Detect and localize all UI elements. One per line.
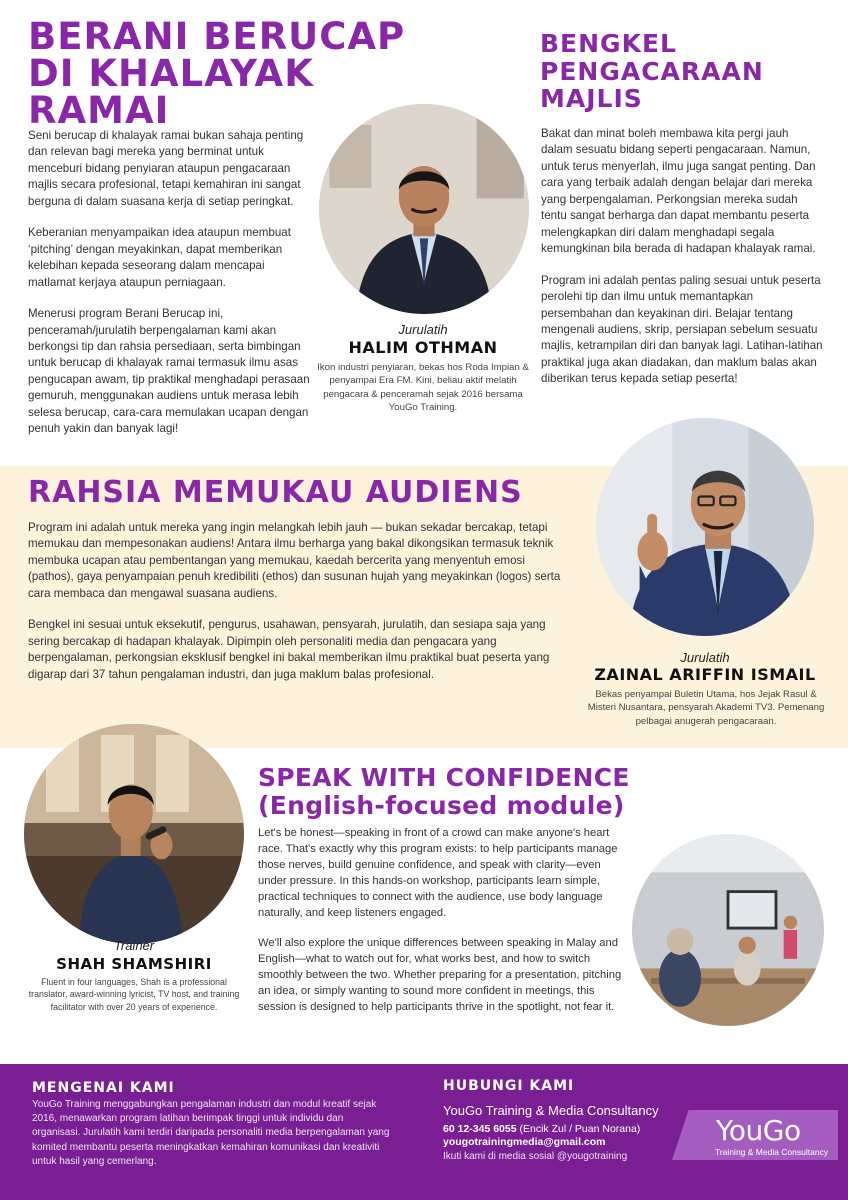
classroom-photo-image: [632, 834, 824, 1026]
section4-paragraph: We'll also explore the unique differences between speaking in Malay and English—what to watch out for, what works best, and how to switch smoothly between the two. Whether preparing for a presentation, pitching an idea, or simply wanting to sound more confident in meetings, this session is designed to help participants thrive in the spotlight, not fear it.: [258, 937, 622, 1014]
logo-subtitle: Training & Media Consultancy: [715, 1147, 829, 1157]
trainer1-role: Jurulatih: [398, 322, 448, 337]
section3-title: RAHSIA MEMUKAU AUDIENS: [28, 475, 523, 510]
section1-title-line: BERANI BERUCAP: [28, 15, 406, 58]
about-text: YouGo Training menggabungkan pengalaman industri dan modul kreatif sejak 2016, menawarkan program latihan berimpak tinggi untuk individu dan organisasi. Jurulatih kami terdiri daripada personaliti media berpengalaman yang komited membantu peserta meningkatkan kemahiran komunikasi dan kreativiti untuk hasil yang cemerlang.: [32, 1099, 390, 1167]
trainer3-name: SHAH SHAMSHIRI: [56, 955, 212, 973]
phone-line: [443, 1123, 640, 1135]
section2-body: [541, 126, 823, 388]
trainer1-photo: [319, 104, 529, 314]
section4-paragraph: Let's be honest—speaking in front of a crowd can make anyone's heart race. That's exactly why this program exists: to help participants manage those nerves, build genuine confidence, and speak with clarity—even under pressure. In this hands-on workshop, participants learn simple, practical techniques to connect with the audience, use body language naturally, and keep listeners engaged.: [258, 827, 618, 919]
section1-paragraph: Keberanian menyampaikan idea ataupun membuat ‘pitching’ dengan meyakinkan, dapat memberikan kelebihan kepada seseorang dalam mencapai matlamat kerjaya ataupun perniagaan.: [28, 226, 291, 289]
trainer3-photo: [24, 724, 244, 944]
email-link[interactable]: yougotrainingmedia@gmail.com: [443, 1136, 606, 1148]
section1-title: [28, 15, 406, 132]
section2-title-line: MAJLIS: [540, 84, 643, 113]
section4-title-line: SPEAK WITH CONFIDENCE: [258, 763, 630, 792]
section1-body: [28, 128, 312, 438]
section1-paragraph: Seni berucap di khalayak ramai bukan sahaja penting dan relevan bagi mereka yang berminat untuk menceburi bidang penyiaran ataupun pengacaraan majlis secara profesional, tetapi kemahiran ini sangat berguna di dalam suasana kerja di setiap peringkat.: [28, 129, 304, 208]
yougo-logo: YouGo: [716, 1114, 801, 1147]
trainer1-photo-image: [319, 104, 529, 314]
section2-paragraph: Program ini adalah pentas paling sesuai untuk peserta perolehi tip dan ilmu untuk memantapkan persembahan dan keyakinan diri. Belajar tentang mengenali audiens, skrip, persiapan sebelum sesuatu majlis, ketrampilan diri dan banyak lagi. Latihan-latihan praktikal juga akan diadakan, dan maklum balas akan diberikan terus kepada setiap peserta!: [541, 273, 823, 386]
phone-number[interactable]: 60 12-345 6055: [443, 1123, 517, 1135]
about-heading: MENGENAI KAMI: [32, 1080, 175, 1096]
trainer2-photo-image: [596, 418, 814, 636]
section1-title-line: DI KHALAYAK: [28, 52, 314, 95]
section2-title-line: PENGACARAAN: [540, 56, 764, 86]
section2-title-line: BENGKEL: [540, 29, 677, 58]
phone-note: (Encik Zul / Puan Norana): [516, 1123, 641, 1135]
trainer2-photo: [596, 418, 814, 636]
section4-title: [258, 764, 630, 820]
trainer3-photo-image: [24, 724, 244, 944]
section1-title-line: RAMAI: [28, 89, 170, 132]
section3-paragraph: Bengkel ini sesuai untuk eksekutif, pengurus, usahawan, pensyarah, jurulatih, dan sesiapa saja yang sering bercakap di hadapan khalayak. Dipimpin oleh personaliti media dan pengacara yang berpengalaman, perkongsian eksklusif bengkel ini bakal memberikan ilmu praktikal buat peserta yang digarap dari 37 tahun pengalaman industri, dan juga maklum balas profesional.: [28, 618, 550, 681]
trainer1-name: HALIM OTHMAN: [348, 338, 498, 357]
section2-title: [540, 30, 764, 113]
section4-body: [258, 826, 626, 1016]
contact-heading: HUBUNGI KAMI: [443, 1078, 575, 1094]
classroom-photo: [632, 834, 824, 1026]
section4-title-line: (English-focused module): [258, 791, 625, 820]
trainer1-bio: Ikon industri penyiaran, bekas hos Roda Impian & penyampai Era FM. Kini, beliau aktif melatih pengacara & penceramah sejak 2016 bersama YouGo Training.: [317, 362, 529, 414]
trainer3-role: Trainer: [113, 938, 155, 953]
trainer2-role: Jurulatih: [680, 650, 730, 665]
trainer3-bio: Fluent in four languages, Shah is a professional translator, award-winning lyricist, TV host, and training facilitator with over 20 years of experience.: [28, 977, 240, 1012]
trainer2-bio: Bekas penyampai Buletin Utama, hos Jejak Rasul & Misteri Nusantara, pensyarah Akademi TV3. Pemenang pelbagai anugerah pengacaraan.: [587, 689, 825, 727]
section3-paragraph: Program ini adalah untuk mereka yang ingin melangkah lebih jauh — bukan sekadar bercakap, tetapi memukau dan mempesonakan audiens! Antara ilmu berharga yang bakal dikongsikan termasuk teknik membuka ucapan atau pembentangan yang memukau, kaedah bercerita yang menyentuh emosi (pathos), gaya penyampaian penuh kredibiliti (ethos) dan susunan hujah yang meyakinkan (logos) serta cara membaca dan mengawal suasana audiens.: [28, 521, 561, 600]
social-text: Ikuti kami di media sosial @yougotraining: [443, 1151, 628, 1162]
section1-paragraph: Menerusi program Berani Berucap ini, penceramah/jurulatih berpengalaman kami akan berkongsi tip dan rahsia persediaan, serta bimbingan untuk berucap di khalayak ramai termasuk ilmu asas pengucapan awam, tip praktikal menghadapi perasaan gemuruh, menggunakan audiens untuk merasa lebih selesa berucap, cara-cara memulakan ucapan dengan penuh yakin dan banyak lagi!: [28, 307, 310, 436]
company-name: YouGo Training & Media Consultancy: [443, 1103, 659, 1118]
trainer2-name: ZAINAL ARIFFIN ISMAIL: [594, 665, 816, 684]
section2-paragraph: Bakat dan minat boleh membawa kita pergi jauh dalam sesuatu bidang seperti pengacaraan. Namun, untuk terus menyerlah, ilmu juga sangat penting. Dan cara yang terbaik adalah dengan belajar dari mereka yang berpengalaman. Perkongsian mereka sudah tentu sangat berharga dan dapat membantu peserta melengkapkan diri dalam menghadapi segala kemungkinan bila berada di hadapan khalayak ramai.: [541, 127, 816, 256]
section3-body: [28, 520, 568, 683]
